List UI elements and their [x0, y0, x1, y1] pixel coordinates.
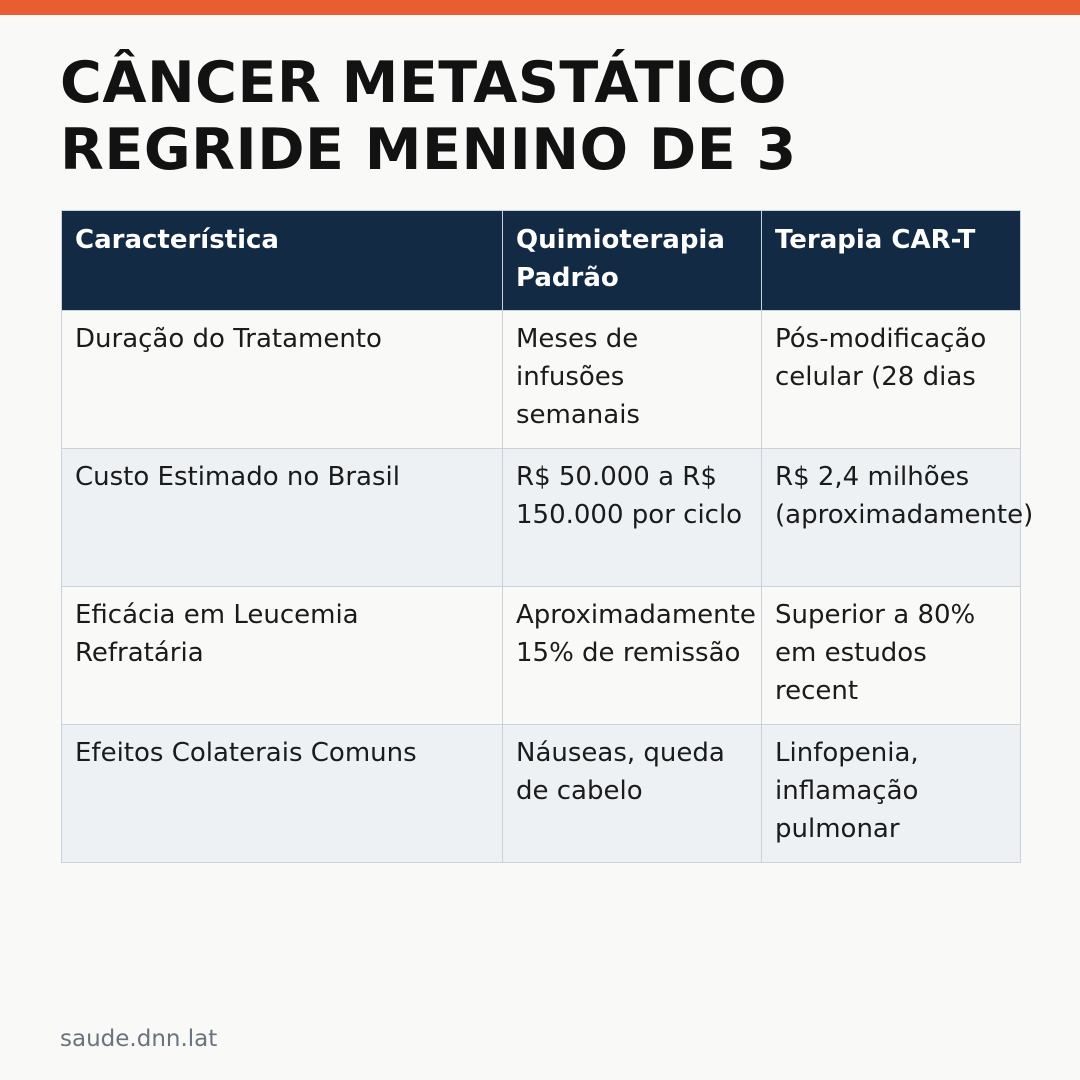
headline-line-2: REGRIDE MENINO DE 3: [60, 117, 797, 183]
site-footer: saude.dnn.lat: [60, 1026, 218, 1052]
headline: [60, 50, 1020, 184]
table-row: [62, 311, 1021, 449]
table-row: [62, 725, 1021, 863]
cell-chemo: Aproximadamente 15% de remissão: [503, 587, 762, 725]
cell-feature: Duração do Tratamento: [62, 311, 503, 449]
cell-feature: Custo Estimado no Brasil: [62, 449, 503, 587]
header-quimioterapia: Quimioterapia Padrão: [503, 211, 762, 311]
table-row: [62, 587, 1021, 725]
cell-chemo: R$ 50.000 a R$ 150.000 por ciclo: [503, 449, 762, 587]
cell-car-t: R$ 2,4 milhões (aproximadamente): [762, 449, 1021, 587]
cell-chemo: Meses de infusões semanais: [503, 311, 762, 449]
top-accent-bar: [0, 0, 1080, 15]
cell-feature: Eficácia em Leucemia Refratária: [62, 587, 503, 725]
cell-car-t: Linfopenia, inflamação pulmonar: [762, 725, 1021, 863]
header-car-t: Terapia CAR-T: [762, 211, 1021, 311]
header-caracteristica: Característica: [62, 211, 503, 311]
cell-feature: Efeitos Colaterais Comuns: [62, 725, 503, 863]
table-row: [62, 449, 1021, 587]
cell-car-t: Pós-modificação celular (28 dias: [762, 311, 1021, 449]
cell-chemo: Náuseas, queda de cabelo: [503, 725, 762, 863]
table-header-row: [62, 211, 1021, 311]
headline-line-1: CÂNCER METASTÁTICO: [60, 50, 787, 116]
cell-car-t: Superior a 80% em estudos recent: [762, 587, 1021, 725]
comparison-table: [61, 210, 1034, 863]
